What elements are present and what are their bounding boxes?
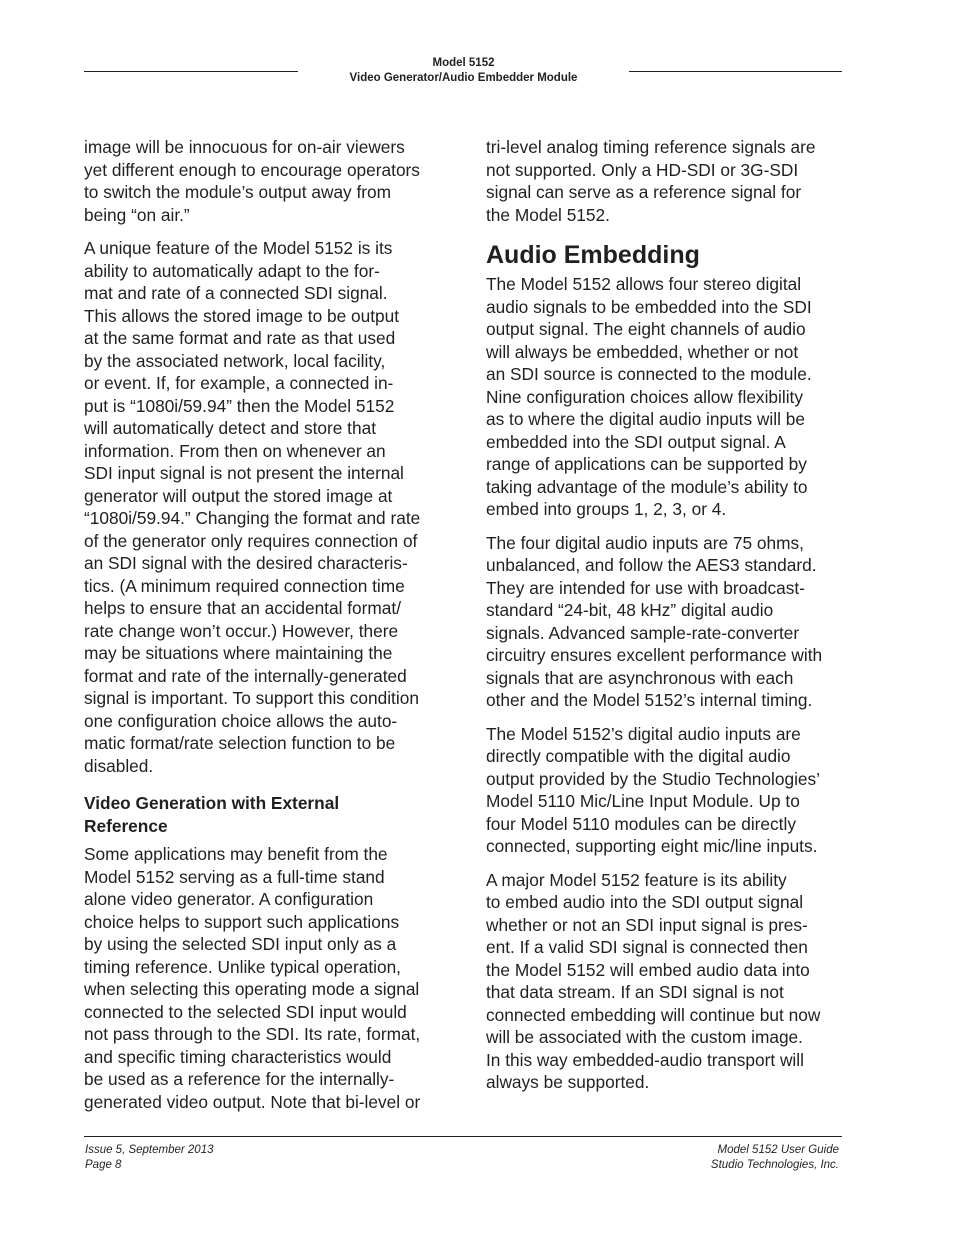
subheading-video-generation: Video Generation with External Reference: [84, 793, 340, 836]
right-paragraph-1: tri-level analog timing reference signals are not supported. Only a HD-SDI or 3G-SDI signal can serve as a reference signal for the Model 5152.: [486, 137, 816, 225]
right-paragraph-4: The Model 5152’s digital audio inputs are directly compatible with the digital audio output provided by the Studio Technologies’ Model 5110 Mic/Line Input Module. Up to four Model 5110 modules can be directly connected, supporting eight mic/line inputs.: [486, 723, 821, 856]
footer-left: [85, 1143, 214, 1173]
header-rule-left: [84, 71, 298, 72]
footer-page-number: Page 8: [85, 1159, 122, 1171]
footer-guide-title: Model 5152 User Guide: [717, 1144, 839, 1156]
section-heading-audio-embedding: Audio Embedding: [486, 241, 700, 269]
footer-rule: [84, 1136, 842, 1137]
header-rule-right: [629, 71, 842, 72]
left-column: [84, 136, 450, 1124]
running-header: [298, 56, 629, 86]
footer-issue: Issue 5, September 2013: [85, 1144, 214, 1156]
header-model: Model 5152: [432, 57, 495, 69]
right-paragraph-5: A major Model 5152 feature is its ability to embed audio into the SDI output signal whether or not an SDI input signal is pres- ent. If a valid SDI signal is connected then the Model 5152 will embed audio data into that data stream. If an SDI signal is not connected embedding will continue but now will be associated with the custom image. In this way embedded-audio transport will always be supported.: [486, 869, 821, 1092]
right-paragraph-2: The Model 5152 allows four stereo digital audio signals to be embedded into the SDI output signal. The eight channels of audio will always be embedded, whether or not an SDI source is connected to the module. Nine configuration choices allow flexibility as to where the digital audio inputs will be embedded into the SDI output signal. A range of applications can be supported by taking advantage of the module’s ability to embed into groups 1, 2, 3, or 4.: [486, 274, 812, 519]
right-column: [486, 136, 854, 1105]
right-paragraph-3: The four digital audio inputs are 75 ohms, unbalanced, and follow the AES3 standard. They are intended for use with broadcast- standard “24-bit, 48 kHz” digital audio signals. Advanced sample-rate-converter circuitry ensures excellent performance with signals that are asynchronous with each other and the Model 5152’s internal timing.: [486, 532, 823, 710]
left-paragraph-2: A unique feature of the Model 5152 is its ability to automatically adapt to the for- mat and rate of a connected SDI signal. This allows the stored image to be output at the same format and rate as that used by the associated network, local facility, or event. If, for example, a connected in- put is “1080i/59.94” then the Model 5152 will automatically detect and store that information. From then on whenever an SDI input signal is not present the internal generator will output the stored image at “1080i/59.94.” Changing the format and rate of the generator only requires connection of an SDI signal with the desired characteris- tics. (A minimum required connection time helps to ensure that an accidental format/ rate change won’t occur.) However, there may be situations where maintaining the format and rate of the internally-generated signal is important. To support this condition one configuration choice allows the auto- matic format/rate selection function to be disabled.: [84, 238, 421, 776]
left-paragraph-3: Some applications may benefit from the Model 5152 serving as a full-time stand alone video generator. A configuration choice helps to support such applications by using the selected SDI input only as a timing reference. Unlike typical operation, when selecting this operating mode a signal connected to the selected SDI input would not pass through to the SDI. Its rate, format, and specific timing characteristics would be used as a reference for the internally- generated video output. Note that bi-level or: [84, 844, 421, 1112]
left-paragraph-1: image will be innocuous for on-air viewers yet different enough to encourage operators to switch the module’s output away from being “on air.”: [84, 137, 420, 225]
footer-right: [711, 1143, 839, 1173]
footer-company: Studio Technologies, Inc.: [710, 1159, 839, 1171]
header-subtitle: Video Generator/Audio Embedder Module: [349, 72, 578, 84]
